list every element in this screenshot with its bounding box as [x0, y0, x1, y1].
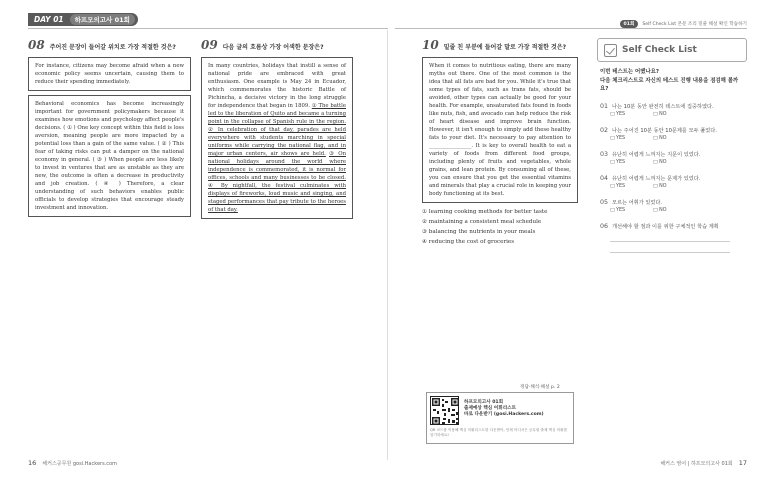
self-check-intro-1: 이번 테스트는 어땠나요?: [600, 69, 659, 75]
question-08: [28, 38, 191, 217]
day-tab: [28, 13, 138, 26]
yes-checkbox[interactable]: □ YES: [610, 207, 626, 213]
sentence-4: ④ By nightfall, the festival culminates with displays of fireworks, loud music and singing, and staged performances that pay tribute to the heroes of that day.: [208, 183, 346, 213]
passage-text: Behavioral economics has become increasingly important for government policymakers because it examines how emotions and psychology affect people's decisions. ( ① ) One key concept within this field is loss aversion, meaning people are more impacted by a potential loss than a gain of the same value. ( ② ) This fear of taking risks can put a damper on the national economy in general. ( ③ ) When people are less likely to invest in ventures that are as unstable as they are new, the outcome is often a decrease in productivity and job creation. ( ④ ) Therefore, a clear understanding of such behaviors enables public officials to develop strategies that encourage steady investment and innovation.: [35, 101, 184, 211]
question-title: 주어진 문장이 들어갈 위치로 가장 적절한 것은?: [49, 44, 176, 51]
test-label: 하프모의고사 01회: [70, 14, 135, 25]
footer-left-text: 해커스공무원 gosi.Hackers.com: [42, 461, 117, 467]
check-item-question: 유난히 어렵게 느껴지는 문제가 있었다.: [612, 175, 701, 182]
check-item-number: 01: [600, 102, 609, 110]
qr-code-icon[interactable]: [430, 396, 459, 425]
given-sentence: For instance, citizens may become afraid when a new economic policy seems uncertain, causing them to reduce their spending immediately.: [35, 63, 184, 85]
footer-right: [660, 459, 747, 467]
right-header-text: Self Check List 본문 조리 밑줄 해설 확인 학습하기: [642, 22, 747, 27]
question-number: 10: [422, 38, 439, 52]
passage-intro: In many countries, holidays that instill a sense of national pride are embraced with great enthusiasm. One example is May 24 in Ecuador, which commemorates the historic Battle of Pichincha, a decisive victory in the long struggle for independence that began in 1809.: [208, 63, 346, 109]
sentence-2: ② In celebration of that day, parades are held everywhere with students marching in special uniforms while carrying the national flag, and in major urban centers, air shows are held.: [208, 127, 346, 157]
qr-line-1: 하프모의고사 01회: [464, 400, 504, 405]
header-divider: [28, 28, 388, 29]
check-item-number: 03: [600, 150, 609, 158]
question-09: [201, 38, 353, 219]
footer-left: [28, 459, 117, 467]
yes-checkbox[interactable]: □ YES: [610, 159, 626, 165]
no-checkbox[interactable]: □ NO: [653, 111, 667, 117]
day-label: DAY 01: [34, 15, 64, 24]
check-item-number: 06: [600, 222, 609, 230]
check-item: [600, 175, 745, 190]
option-2[interactable]: ② maintaining a consistent meal schedule: [422, 219, 542, 225]
options-list: [422, 207, 578, 247]
footer-right-text: 해커스 영어 | 하프모의고사 01회: [660, 461, 733, 467]
check-item-number: 04: [600, 174, 609, 182]
passage-part-2: It is key to overall health to eat a variety of foods from different food groups, including plenty of fruits and vegetables, whole grains, and lean protein. By consuming all of these, you can ensure that you get the essential vitamins and minerals that play a crucial role in keeping your body functioning at its best.: [429, 143, 571, 197]
option-3[interactable]: ③ balancing the nutrients in your meals: [422, 229, 536, 235]
passage-box: [422, 57, 578, 203]
no-checkbox[interactable]: □ NO: [653, 183, 667, 189]
no-checkbox[interactable]: □ NO: [653, 159, 667, 165]
sentence-3: ③ On national holidays around the world where independence is commemorated, it is normal for offices, schools and many businesses to be closed.: [208, 151, 347, 181]
passage-part-1: When it comes to nutritious eating, there are many myths out there. One of the most common is the idea that all fats are bad for you. While it's true that some types of fats, such as trans fats, should be avoided, other types can actually be good for your health. For example, unsaturated fats found in foods like nuts, fish, and avocado can help reduce the risk of heart disease and improve brain function. However, it isn't enough to simply add these healthy fats to your diet. It's necessary to pay attention to ________________.: [429, 63, 571, 149]
check-item: [600, 127, 745, 142]
option-4[interactable]: ④ reducing the cost of groceries: [422, 239, 515, 245]
question-title: 밑줄 친 부분에 들어갈 말로 가장 적절한 것은?: [443, 44, 567, 51]
self-check-list: [600, 68, 745, 253]
check-item-number: 02: [600, 126, 609, 134]
qr-note: QR 코드를 이용해 핵심 어휘리스트를 다운받아, 언제 어디서든 공무원 출제 핵심 어휘를 암기하세요!: [430, 428, 568, 437]
yes-checkbox[interactable]: □ YES: [610, 111, 626, 117]
self-check-title: Self Check List: [622, 45, 697, 55]
passage-box: [28, 95, 191, 217]
answer-reference: 정답·해석·해설 p. 2: [520, 385, 560, 390]
check-item: [600, 199, 745, 214]
option-1[interactable]: ① learning cooking methods for better taste: [422, 209, 548, 215]
check-item: [600, 103, 745, 118]
check-item-question: 유난히 어렵게 느껴지는 지문이 있었다.: [612, 151, 701, 158]
page-spine: [387, 30, 388, 460]
right-header-badge: 01회: [620, 20, 639, 28]
qr-line-3: 바로 다운받기 (gosi.Hackers.com): [464, 412, 544, 417]
self-check-header: [597, 38, 747, 62]
passage-text: [429, 62, 571, 198]
question-number: 09: [201, 38, 218, 52]
page-number-right: 17: [738, 459, 747, 467]
question-title: 다음 글의 흐름상 가장 어색한 문장은?: [222, 44, 324, 51]
check-item-06: [600, 223, 745, 253]
no-checkbox[interactable]: □ NO: [653, 207, 667, 213]
check-item-question: 나는 10분 동안 완전히 테스트에 집중하였다.: [612, 103, 714, 110]
check-item-number: 05: [600, 198, 609, 206]
qr-line-2: 출제예상 핵심 어휘리스트: [464, 406, 517, 411]
qr-box: [426, 392, 574, 444]
question-number: 08: [28, 38, 45, 52]
self-check-intro-2: 다음 체크리스트로 자신의 테스트 진행 내용을 점검해 볼까요?: [600, 77, 739, 92]
right-header: [620, 20, 747, 28]
check-item-question: 나는 주어진 10분 동안 10문제를 모두 풀었다.: [612, 127, 717, 134]
check-item: [600, 151, 745, 166]
check-item-question: 모르는 어휘가 있었다.: [612, 199, 663, 206]
right-header-divider: [395, 28, 747, 29]
passage-text: [208, 62, 346, 214]
passage-box: [201, 57, 353, 219]
question-10: [422, 38, 578, 247]
checkbox-icon: [604, 44, 617, 57]
check-item-question: 개선해야 할 점과 이를 위한 구체적인 학습 계획: [612, 223, 719, 230]
write-line[interactable]: [610, 252, 730, 253]
write-line[interactable]: [610, 241, 730, 242]
no-checkbox[interactable]: □ NO: [653, 135, 667, 141]
given-sentence-box: [28, 57, 191, 91]
yes-checkbox[interactable]: □ YES: [610, 183, 626, 189]
sentence-1: ① The battle led to the liberation of Quito and became a turning point in the collapse of Spanish rule in the region.: [208, 103, 347, 125]
yes-checkbox[interactable]: □ YES: [610, 135, 626, 141]
page-number-left: 16: [28, 459, 37, 467]
